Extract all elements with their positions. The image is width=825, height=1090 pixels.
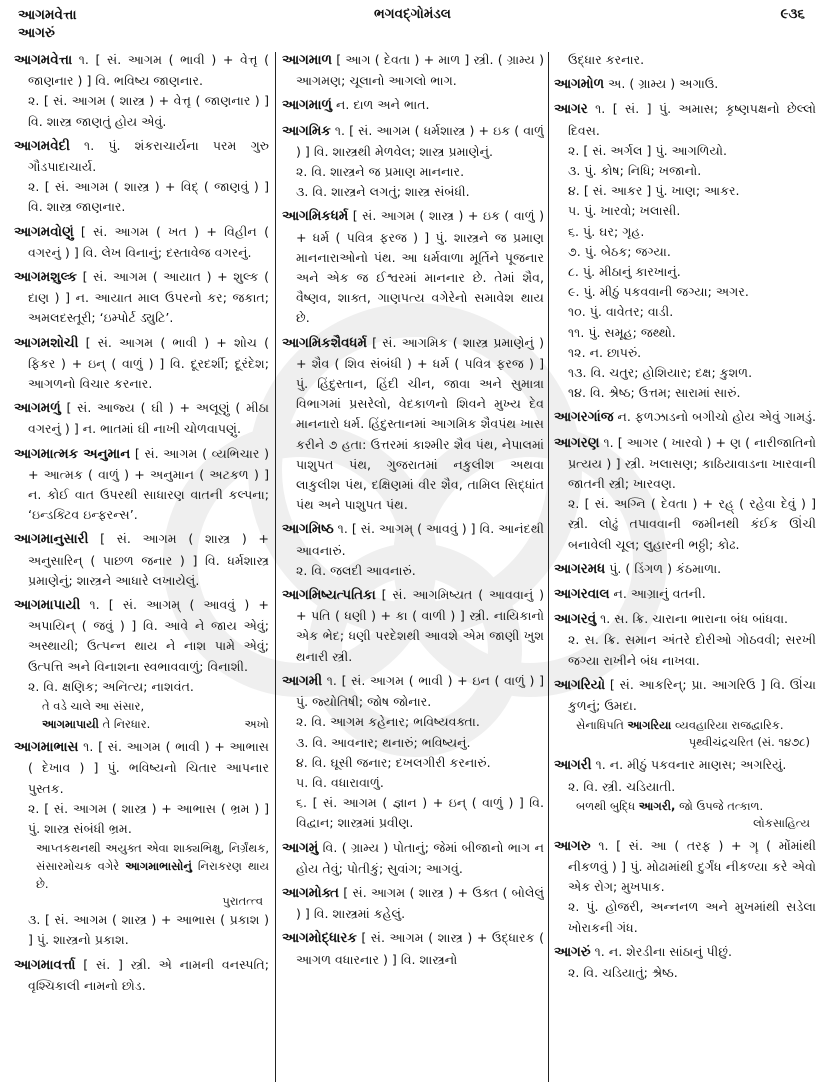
headword: આગરું [554, 944, 591, 960]
entry-definition [554, 836, 816, 898]
dictionary-entry [554, 675, 816, 751]
entry-definition [14, 955, 269, 996]
definition-text: [ સં. આગમ ( ખત ) + વિહીન ( વગરનું ) ] વિ. લેખ વિનાનું; દસ્તાવેજ વગરનું. [28, 223, 269, 260]
headword: આગમિક [282, 123, 331, 139]
entry-definition [282, 585, 544, 667]
citation [14, 839, 269, 910]
dictionary-entry [14, 955, 269, 996]
definition-text: ૧. [ સં. આ ( તરફ ) + ગૄ ( મોંમાંથી નીકળવું ) ] પું. મોઢામાંથી દુર્ગંધ નીકળ્યા કરે એવો એક રોગ; મુખપાક. [568, 837, 816, 895]
page-number: ૯૩૬ [780, 6, 805, 22]
citation-text: તે નિરધાર. [98, 717, 151, 732]
headword: આગમોક્ત [282, 885, 339, 901]
citation-text: સેનાધિપતિ [576, 718, 628, 733]
dictionary-entry [554, 74, 816, 95]
headword: આગરવાલ [554, 587, 610, 603]
citation-text [42, 715, 150, 733]
entry-definition [14, 595, 269, 677]
citation-text: આપ્તકથનથી અયુક્ત એવા શાક્યભિક્ષુ, નિર્ગ્રંથક, સંસારમોચક વગેરે [36, 841, 269, 874]
entry-definition [14, 136, 269, 177]
sense-definition: ૧૨. ન. છાપરું. [568, 344, 642, 360]
headword: આગરવું [554, 612, 597, 628]
sense-definition: ૨. વિ. આગમ કહેનાર; ભવિષ્યવક્તા. [296, 714, 480, 730]
citation [554, 716, 816, 751]
headword: આગમાળું [282, 98, 332, 114]
definition-text: ૧. ન. શેરડીના સાંઠાનું પીછું. [594, 943, 733, 959]
entry-definition [282, 95, 544, 116]
headword: આગમવોણું [14, 224, 74, 240]
column-divider [275, 52, 276, 1082]
sense-definition: ૮. પું. મીઠાનું કારખાનું. [568, 264, 681, 280]
headword: આગમાનુસારી [14, 532, 89, 548]
column-1 [14, 50, 269, 1086]
citation-line [576, 716, 816, 734]
column-3 [554, 50, 816, 1086]
entry-definition [554, 755, 816, 776]
entry-definition [14, 333, 269, 395]
dictionary-entry [554, 942, 816, 983]
entry-definition [14, 50, 269, 91]
entry-definition [14, 444, 269, 526]
headword: આગમાત્મક અનુમાન [14, 446, 131, 462]
definition-text: ૧. [ સં. આગમ ( ભાવી ) + ઇન ( વાળું ) ] પું. જ્યોતિષી; જોષ જોનાર. [296, 672, 544, 710]
definition-text: [ સં. આગમ ( વ્યભિચાર ) + આત્મક ( વાળું ) + અનુમાન ( અટકળ ) ] ન. કોઈ વાત ઉપરથી સાધારણ વાતની કલ્પના; ‘ઇન્ડક્ટિવ ઇન્ફરન્સ’. [28, 445, 269, 523]
definition-text: પું. ( ડિંગળ ) કંઠમાળા. [609, 560, 722, 576]
dictionary-entry [14, 50, 269, 132]
entry-definition [282, 928, 544, 969]
sense-definition: ૨. [ સં. આગમ ( શાસ્ત્ર ) + વેત્તૃ ( જાણનાર ) ] વિ. શાસ્ત્ર જાણતું હોય એવું. [28, 93, 269, 129]
sense-definition: ૧૪. વિ. શ્રેષ્ઠ; ઉત્તમ; સારામાં સારું. [568, 385, 741, 401]
dictionary-entry [554, 609, 816, 671]
definition-text: [ સં. આગમ ( ભાવી ) + શોચ ( ફિકર ) + ઇન્ ( વાળું ) ] વિ. દૂરદર્શી; દૂરંદેશ; આગળનો વિચાર કરનાર. [28, 334, 269, 392]
definition-text: ૧. [ સં. ] પું. અમાસ; કૃષ્ણપક્ષનો છેલ્લો દિવસ. [568, 101, 816, 138]
headword: આગમોદ્ધારક [282, 931, 357, 947]
entry-definition [14, 529, 269, 591]
definition-text: [ સં. આજ્ય ( ઘી ) + અલૂણું ( મીઠા વગરનું ) ] ન. ભાતમાં ઘી નાખી ચોળવાપણું. [28, 400, 269, 437]
citation [554, 797, 816, 832]
column-divider [548, 52, 549, 1082]
headword: આગરુ [554, 838, 591, 854]
sense-definition: ૪. [ સં. આકર ] પું. ખાણ; આકર. [568, 183, 740, 199]
definition-text: ૧. ન. મીઠું પકવનાર માણસ; અગરિયું. [595, 757, 787, 773]
entry-definition [282, 121, 544, 162]
sense-definition: ૨. વિ. ક્ષણિક; અનિત્ય; નાશવંત. [28, 678, 194, 694]
dictionary-entry [554, 99, 816, 403]
sense-definition: ૧૩. વિ. ચતુર; હોશિયાર; દક્ષ; કુશળ. [568, 365, 753, 381]
sense-definition: ૯. પું. મીઠું પકવવાની જગ્યા; અગર. [568, 284, 749, 300]
citation-line [42, 715, 269, 733]
citation-source: લોકસાહિત્ય [753, 815, 810, 830]
headword: આગમાભાસ [14, 740, 79, 756]
sense-definition: ૨. વિ. ચડિયાતું; શ્રેષ્ઠ. [568, 964, 678, 980]
entry-definition [282, 50, 544, 91]
entry-definition [14, 267, 269, 329]
sense-definition: ૭. પું. બેઠક; જગ્યા. [568, 243, 671, 259]
headword: આગમવેદી [14, 138, 70, 154]
sense-definition: ૩. વિ. શાસ્ત્રને લગતું; શાસ્ત્ર સંબંધી. [296, 184, 470, 200]
headword: આગમવેત્તા [14, 53, 73, 68]
sense-definition: ૨. [ સં. અર્ગલ ] પું. આગળિયો. [568, 142, 727, 158]
dictionary-entry [14, 222, 269, 263]
entry-definition [554, 407, 816, 428]
dictionary-entry [14, 333, 269, 395]
citation-text: વ્યવહારિયા રાજદ્વારિક. [671, 718, 784, 733]
dictionary-entry [14, 398, 269, 439]
sense-definition: ૨. સ. ક્રિ. સમાન અંતરે દોરીઓ ગોઠવવી; સરખી જગ્યા રાખીને બંધ નાખવા. [568, 632, 816, 668]
citation-line [36, 839, 269, 893]
definition-text: [ સં. આગમિષ્યત ( આવવાનું ) + પતિ ( ધણી ) + કા ( વાળી ) ] સ્ત્રી. નાયિકાનો એક ભેદ; ધણી પરદેશથી આવશે એમ જાણી ખુશ થનારી સ્ત્રી. [296, 587, 544, 664]
citation-source: અખો [244, 717, 269, 732]
dictionary-entry [554, 584, 816, 605]
entry-definition [554, 50, 816, 70]
definition-text: [ આગ ( દેવતા ) + માળ ] સ્ત્રી. ( ગ્રામ્ય ) આગમણ; ચૂલાનો આગલો ભાગ. [296, 52, 544, 89]
entry-definition [554, 74, 816, 95]
entry-definition [554, 675, 816, 716]
sense-definition: ૨. [ સં. આગમ ( શાસ્ત્ર ) + આભાસ ( ભ્રમ ) ] પું. શાસ્ત્ર સંબંધી ભ્રમ. [28, 800, 269, 836]
entry-definition [282, 333, 544, 516]
headword: આગમી [282, 673, 323, 689]
sense-definition: ૧૦. પું. વાવેતર; વાડી. [568, 304, 674, 320]
definition-text: [ સં. આકરિન્; પ્રા. આગરિઉ ] વિ. ઊંચા કુળનું; ઉમદા. [568, 676, 816, 714]
definition-text: ન. દાળ અને ભાત. [336, 97, 430, 113]
citation-text: નિરાકરણ થાય છે. [36, 859, 269, 892]
sense-definition: ૧૧. પું. સમૂહ; જથ્થો. [568, 324, 676, 340]
headword: આગમું [282, 840, 319, 856]
headword: આગમાપાયી [14, 598, 81, 614]
definition-text: ૧. [ આગર ( ખારવો ) + ણ ( નારીજાતિનો પ્રત્યય ) ] સ્ત્રી. ખલાસણ; કાઠિયાવાડના ખારવાની જાતની સ્ત્રી; ખારવણ. [568, 434, 816, 492]
dictionary-entry [282, 671, 544, 834]
dictionary-entry [282, 206, 544, 328]
entry-definition [554, 433, 816, 495]
sense-definition: ૬. [ સં. આગમ ( જ્ઞાન ) + ઇન્ ( વાળું ) ] વિ. વિદ્વાન; શાસ્ત્રમાં પ્રવીણ. [296, 795, 544, 831]
sense-definition: ૨. [ સં. અગ્નિ ( દેવતા ) + રહ્ ( રહેવા દેવું ) ] સ્ત્રી. લોઢું તપાવવાની જમીનથી કંઈક ઊંચી બનાવેલી ચૂલ; લુહારની ભઠ્ઠી; કોઢ. [568, 496, 816, 552]
sense-definition: ૨. પું. હોજરી, અન્નનળ અને મુખમાંથી સડેલા ખોરાકની ગંધ. [568, 899, 816, 935]
citation-headword: આગમાપાયી [42, 717, 99, 732]
entry-definition [14, 222, 269, 263]
dictionary-entry [554, 433, 816, 555]
definition-text: ૧. [ સં. આગમ્ ( આવવું ) + અપાયિન્ ( જવું ) ] વિ. આવે ને જાય એવું; અસ્થાયી; ઉત્પન્ન થાય ને નાશ પામે એવું; ઉત્પત્તિ અને વિનાશના સ્વભાવવાળું; વિનાશી. [28, 597, 269, 674]
guide-word-first: આગમવેત્તા [18, 7, 77, 23]
dictionary-entry [282, 50, 544, 91]
definition-text: ૧. પું. શંકરાચાર્યના પરમ ગુરુ ગૌડપાદાચાર્ય. [28, 137, 269, 175]
definition-text: ન. આગ્રાનું વતની. [613, 586, 706, 602]
entry-definition [554, 609, 816, 630]
definition-text: [ સં. આગમ ( આયાત ) + શુલ્ક ( દાણ ) ] ન. આયાત માલ ઉપરનો કર; જકાત; અમલદસ્તૂરી; ‘ઇમ્પોર્ટ ડ્યુટિ’. [28, 269, 269, 326]
headword: આગમિકધર્મ [282, 209, 349, 225]
definition-text: [ સં. ] સ્ત્રી. એ નામની વનસ્પતિ; વૃશ્ચિકાલી નામનો છોડ. [28, 956, 269, 993]
dictionary-entry [282, 333, 544, 516]
sense-definition: ૩. પું. કોષ; નિધિ; ખજાનો. [568, 163, 702, 179]
headword: આગમશોચી [14, 335, 79, 351]
citation-text: બળથી બુદ્ધિ [576, 798, 639, 813]
entry-definition [282, 206, 544, 328]
sense-definition: ૩. [ સં. આગમ ( શાસ્ત્ર ) + આભાસ ( પ્રકાશ ) ] પું. શાસ્ત્રનો પ્રકાશ. [28, 912, 269, 948]
dictionary-columns [14, 50, 814, 1086]
definition-text: અ. ( ગ્રામ્ય ) અગાઉ. [608, 76, 719, 92]
headword: આગમિકશૈવધર્મ [282, 335, 367, 351]
entry-definition [282, 519, 544, 560]
dictionary-entry [282, 95, 544, 116]
headword: આગરી [554, 758, 592, 774]
definition-text: [ સં. આગમ ( શાસ્ત્ર ) + ઉદ્ધારક ( આગળ વધારનાર ) ] વિ. શાસ્ત્રનો [296, 930, 544, 967]
definition-text: વિ. ( ગ્રામ્ય ) પોતાનું; જેમાં બીજાનો ભાગ ન હોય તેવું; પોતીકું; સુવાંગ; આગવું. [296, 839, 544, 876]
sense-definition: ૫. વિ. વધારાવાળું. [296, 774, 384, 790]
citation-line [576, 797, 816, 815]
dictionary-entry [554, 755, 816, 831]
headword: આગમશુલ્ક [14, 270, 78, 286]
dictionary-entry [554, 559, 816, 580]
dictionary-entry [554, 50, 816, 70]
citation-text: જો ઉપજે તત્કાળ. [675, 798, 764, 813]
headword: આગમોળ [554, 77, 605, 93]
headword: આગરિયો [554, 677, 606, 693]
column-2 [282, 50, 544, 1086]
headword: આગરણ [554, 435, 600, 451]
guide-word-last: આગરું [18, 25, 55, 41]
book-title: ભગવદ્ગોમંડલ [374, 6, 451, 22]
dictionary-entry [554, 407, 816, 428]
running-head [10, 4, 815, 44]
headword: આગરમધ [554, 561, 606, 577]
sense-definition: ૩. વિ. આવનાર; થનારું; ભવિષ્યનું. [296, 734, 471, 750]
definition-text: [ સં. આગમ ( શાસ્ત્ર ) + ઇક ( વાળું ) + ધર્મ ( પવિત્ર ફરજ ) ] પું. શાસ્ત્રને જ પ્રમાણ માનનારાઓનો પંથ. આ ધર્મવાળા મૂર્તિને પૂજનાર અને એક જ ઈશ્વરમાં માનનાર છે. તેમાં શૈવ, વૈષ્ણવ, શાક્ત, ગાણપત્ય વગેરેનો સમાવેશ થાય છે. [296, 208, 544, 326]
sense-definition: ૪. વિ. ઘૂસી જનાર; દખલગીરી કરનારું. [296, 754, 491, 770]
citation-source: પુરાતત્ત્વ [222, 894, 263, 909]
sense-definition: ૬. પું. ઘર; ગૃહ. [568, 223, 645, 239]
dictionary-entry [14, 267, 269, 329]
dictionary-entry [282, 585, 544, 667]
entry-definition [14, 398, 269, 439]
headword: આગમળું [14, 401, 61, 417]
sense-definition: ૨. વિ. સ્ત્રી. ચડિયાતી. [568, 778, 676, 794]
headword: આગમાવર્ત્તા [14, 957, 76, 973]
dictionary-entry [14, 136, 269, 218]
entry-definition [282, 838, 544, 879]
sense-definition: ૫. પું. ખારવો; ખલાસી. [568, 203, 681, 219]
sense-definition: ૨. વિ. શાસ્ત્રને જ પ્રમાણ માનનાર. [296, 164, 465, 180]
definition-text: ૧. [ સં. આગમ ( ધર્મશાસ્ત્ર ) + ઇક ( વાળું ) ] વિ. શાસ્ત્રથી મેળવેલ; શાસ્ત્ર પ્રમાણેનું. [296, 122, 544, 159]
dictionary-entry [554, 836, 816, 938]
citation-headword: આગરિયા [627, 718, 672, 733]
definition-text: [ સં. આગમ ( શાસ્ત્ર ) + ઉક્ત ( બોલેલું ) ] વિ. શાસ્ત્રમાં કહેલું. [296, 884, 544, 922]
citation-line: તે વડે ચાલે આ સંસાર, [42, 699, 145, 714]
definition-text: ૧. [ સં. આગમ્ ( આવવું ) ] વિ. આનંદથી આવનારું. [296, 521, 544, 558]
definition-text: ન. ફળઝાડનો બગીચો હોય એવું ગામડું. [617, 409, 816, 425]
definition-text: [ સં. આગમિક ( શાસ્ત્ર પ્રમાણેનું ) + શૈવ ( શિવ સંબંધી ) + ધર્મ ( પવિત્ર ફરજ ) ] પું. હિંદુસ્તાન, હિંદી ચીન, જાવા અને સુમાત્રા વિભાગમાં પ્રસરેલો, વેદકાળનો શિવને મુખ્ય દેવ માનનારો ધર્મ. હિંદુસ્તાનમાં આગમિક શૈવપંથ ખાસ કરીને ૭ હતા: ઉત્તરમાં કાશ્મીર શૈવ પંથ, નેપાલમાં પાશુપત પંથ, ગુજરાતમાં નકુલીશ અથવા લાકુલીશ પંથ, દક્ષિણમાં વીર શૈવ, તામિલ સિદ્ધાંત પંથ અને પાશુપત પંથ. [296, 334, 544, 513]
definition-text: ૧. સ. ક્રિ. ચારાના ભારાના બંધ બાંધવા. [600, 611, 789, 627]
headword: આગર [554, 102, 588, 118]
definition-text: ૧. [ સં. આગમ ( ભાવી ) + વેત્તૃ ( જાણનાર ) ] વિ. ભવિષ્ય જાણનાર. [28, 52, 269, 89]
citation-headword: આગમાભાસોનું [125, 859, 192, 874]
dictionary-entry [282, 883, 544, 924]
citation-source: પૃથ્વીચંદ્રચરિત (સં. ૧૪૭૮) [688, 735, 810, 750]
entry-definition [554, 559, 816, 580]
definition-text: ૧. [ સં. આગમ ( ભાવી ) + આભાસ ( દેખાવ ) ] પું. ભવિષ્યનો ચિતાર આપનાર પુસ્તક. [28, 739, 269, 796]
entry-definition [554, 99, 816, 140]
headword: આગરગાંજ [554, 410, 614, 426]
entry-definition [282, 671, 544, 712]
dictionary-entry [282, 121, 544, 203]
dictionary-entry [282, 519, 544, 581]
entry-definition [282, 883, 544, 924]
citation-headword: આગરી, [638, 798, 676, 813]
sense-definition: ૨. [ સં. આગમ ( શાસ્ત્ર ) + વિદ્ ( જાણવું ) ] વિ. શાસ્ત્ર જાણનાર. [28, 179, 269, 215]
entry-definition [14, 737, 269, 799]
definition-text: ઉદ્ધાર કરનાર. [568, 52, 645, 67]
dictionary-entry [14, 737, 269, 950]
headword: આગમાળ [282, 53, 332, 68]
dictionary-entry [14, 529, 269, 591]
headword: આગમિષ્ઠ [282, 522, 334, 538]
dictionary-entry [14, 595, 269, 733]
entry-definition [554, 584, 816, 605]
dictionary-entry [14, 444, 269, 526]
sense-definition: ૨. વિ. જલદી આવનારું. [296, 562, 416, 578]
entry-definition [554, 942, 816, 963]
dictionary-entry [282, 838, 544, 879]
definition-text: [ સં. આગમ ( શાસ્ત્ર ) + અનુસારિન્ ( પાછળ જનાર ) ] વિ. ધર્મશાસ્ત્ર પ્રમાણેનું; શાસ્ત્રને આધારે લખાયેલું. [28, 531, 269, 588]
citation [14, 697, 269, 733]
dictionary-entry [282, 928, 544, 969]
headword: આગમિષ્યત્પતિકા [282, 588, 376, 604]
